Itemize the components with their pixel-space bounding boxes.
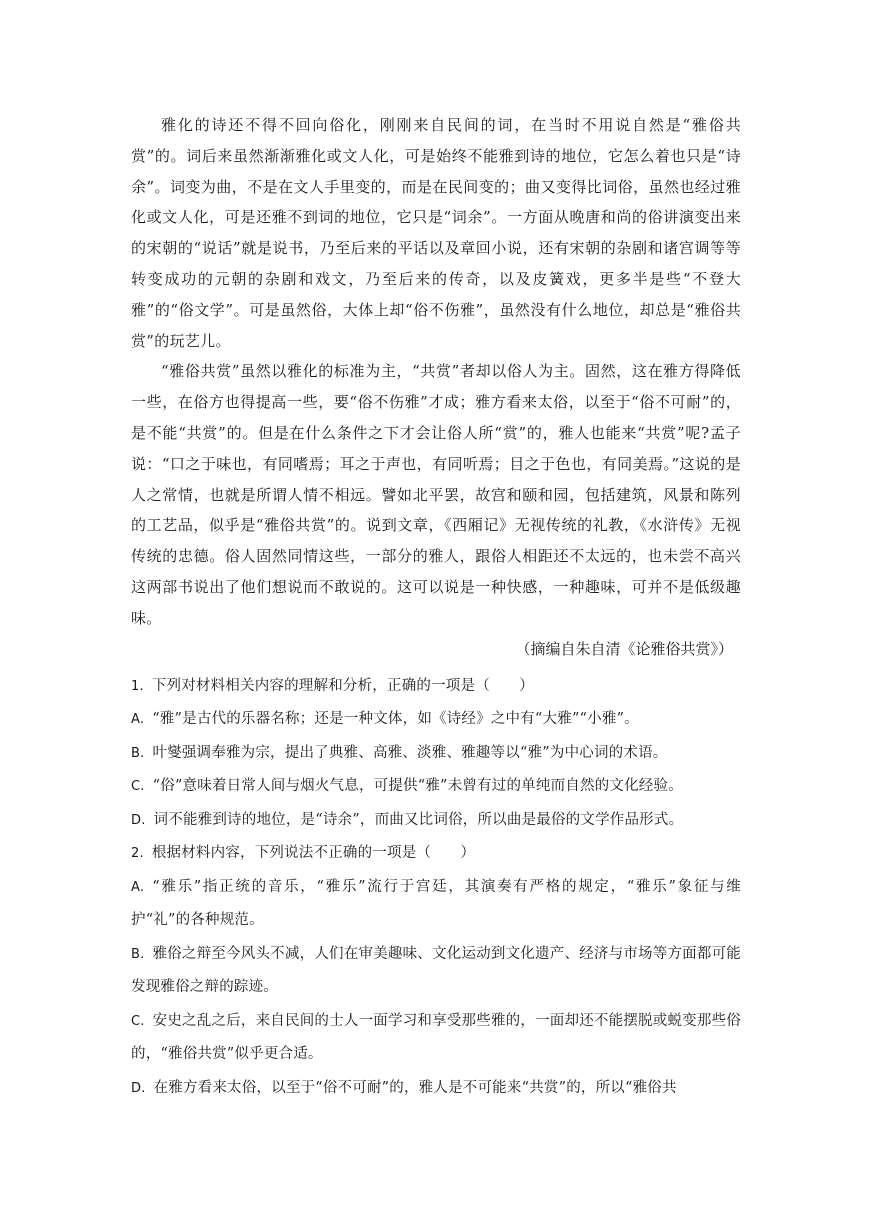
option-text: 词不能雅到诗的地位，是“诗余”，而曲又比词俗，所以曲是最俗的文学作品形式。 [153, 811, 684, 828]
passage-source: （摘编自朱自清《论雅俗共赏》） [515, 639, 733, 658]
option-letter: C. [131, 1013, 145, 1029]
option-text: 在雅方看来太俗，以至于“俗不可耐”的，雅人是不可能来“共赏”的，所以“雅俗共 [153, 1079, 677, 1096]
option-c [131, 1005, 741, 1072]
option-letter: B. [131, 946, 145, 962]
option-b [131, 938, 741, 1005]
passage [131, 110, 741, 665]
question-number: 1. [131, 678, 144, 694]
question-1 [131, 670, 741, 838]
option-text: “雅”是古代的乐器名称；还是一种文体，如《诗经》之中有“大雅”“小雅”。 [152, 711, 639, 728]
document-content [131, 110, 741, 1105]
option-letter: D. [131, 1080, 146, 1096]
option-letter: C. [131, 779, 145, 795]
option-text: “雅乐”指正统的音乐，“雅乐”流行于宫廷，其演奏有严格的规定，“雅乐”象征与维护“礼”的各种规范。 [131, 878, 741, 929]
option-b [131, 737, 741, 771]
question-2 [131, 837, 741, 1105]
option-text: 雅俗之辩至今风头不减，人们在审美趣味、文化运动到文化遗产、经济与市场等方面都可能发现雅俗之辩的踪迹。 [131, 945, 741, 996]
question-stem [131, 837, 741, 871]
option-d [131, 1072, 741, 1106]
option-c [131, 770, 741, 804]
option-letter: A. [131, 879, 145, 895]
question-number: 2. [131, 846, 144, 862]
question-stem [131, 670, 741, 704]
option-letter: D. [131, 812, 146, 828]
option-text: 安史之乱之后，来自民间的士人一面学习和享受那些雅的，一面却还不能摆脱或蜕变那些俗的，“雅俗共赏”似乎更合适。 [131, 1012, 741, 1063]
option-a [131, 871, 741, 938]
question-text: 下列对材料相关内容的理解和分析，正确的一项是（ ） [151, 677, 535, 694]
option-a [131, 703, 741, 737]
question-text: 根据材料内容，下列说法不正确的一项是（ ） [151, 845, 476, 862]
passage-paragraph-1: 雅化的诗还不得不回向俗化，刚刚来自民间的词，在当时不用说自然是“雅俗共赏”的。词后来虽然渐渐雅化或文人化，可是始终不能雅到诗的地位，它怎么着也只是“诗余”。词变为曲，不是在文人手里变的，而是在民间变的；曲又变得比词俗，虽然也经过雅化或文人化，可是还雅不到词的地位，它只是“词余”。一方面从晚唐和尚的俗讲演变出来的宋朝的“说话”就是说书，乃至后来的平话以及章回小说，还有宋朝的杂剧和诸宫调等等转变成功的元朝的杂剧和戏文，乃至后来的传奇，以及皮簧戏，更多半是些“不登大雅”的“俗文学”。可是虽然俗，大体上却“俗不伤雅”，虽然没有什么地位，却总是“雅俗共赏”的玩艺儿。 [131, 116, 741, 350]
passage-paragraph-2: “雅俗共赏”虽然以雅化的标准为主，“共赏”者却以俗人为主。固然，这在雅方得降低一些，在俗方也得提高一些，要“俗不伤雅”才成；雅方看来太俗，以至于“俗不可耐”的，是不能“共赏”的。但是在什么条件之下才会让俗人所“赏”的，雅人也能来“共赏”呢?孟子说：“口之于味也，有同嗜焉；耳之于声也，有同听焉；目之于色也，有同美焉。”这说的是人之常情，也就是所谓人情不相远。譬如北平罢，故宫和颐和园，包括建筑，风景和陈列的工艺品，似乎是“雅俗共赏”的。说到文章，《西厢记》无视传统的礼教，《水浒传》无视传统的忠德。俗人固然同情这些，一部分的雅人，跟俗人相距还不太远的，也未尝不高兴这两部书说出了他们想说而不敢说的。这可以说是一种快感，一种趣味，可并不是低级趣味。 [131, 362, 741, 627]
option-letter: A. [131, 712, 145, 728]
option-text: 叶燮强调奉雅为宗，提出了典雅、高雅、淡雅、雅趣等以“雅”为中心词的术语。 [152, 744, 668, 761]
option-letter: B. [131, 745, 145, 761]
option-text: “俗”意味着日常人间与烟火气息，可提供“雅”未曾有过的单纯而自然的文化经验。 [152, 778, 683, 795]
option-d [131, 804, 741, 838]
